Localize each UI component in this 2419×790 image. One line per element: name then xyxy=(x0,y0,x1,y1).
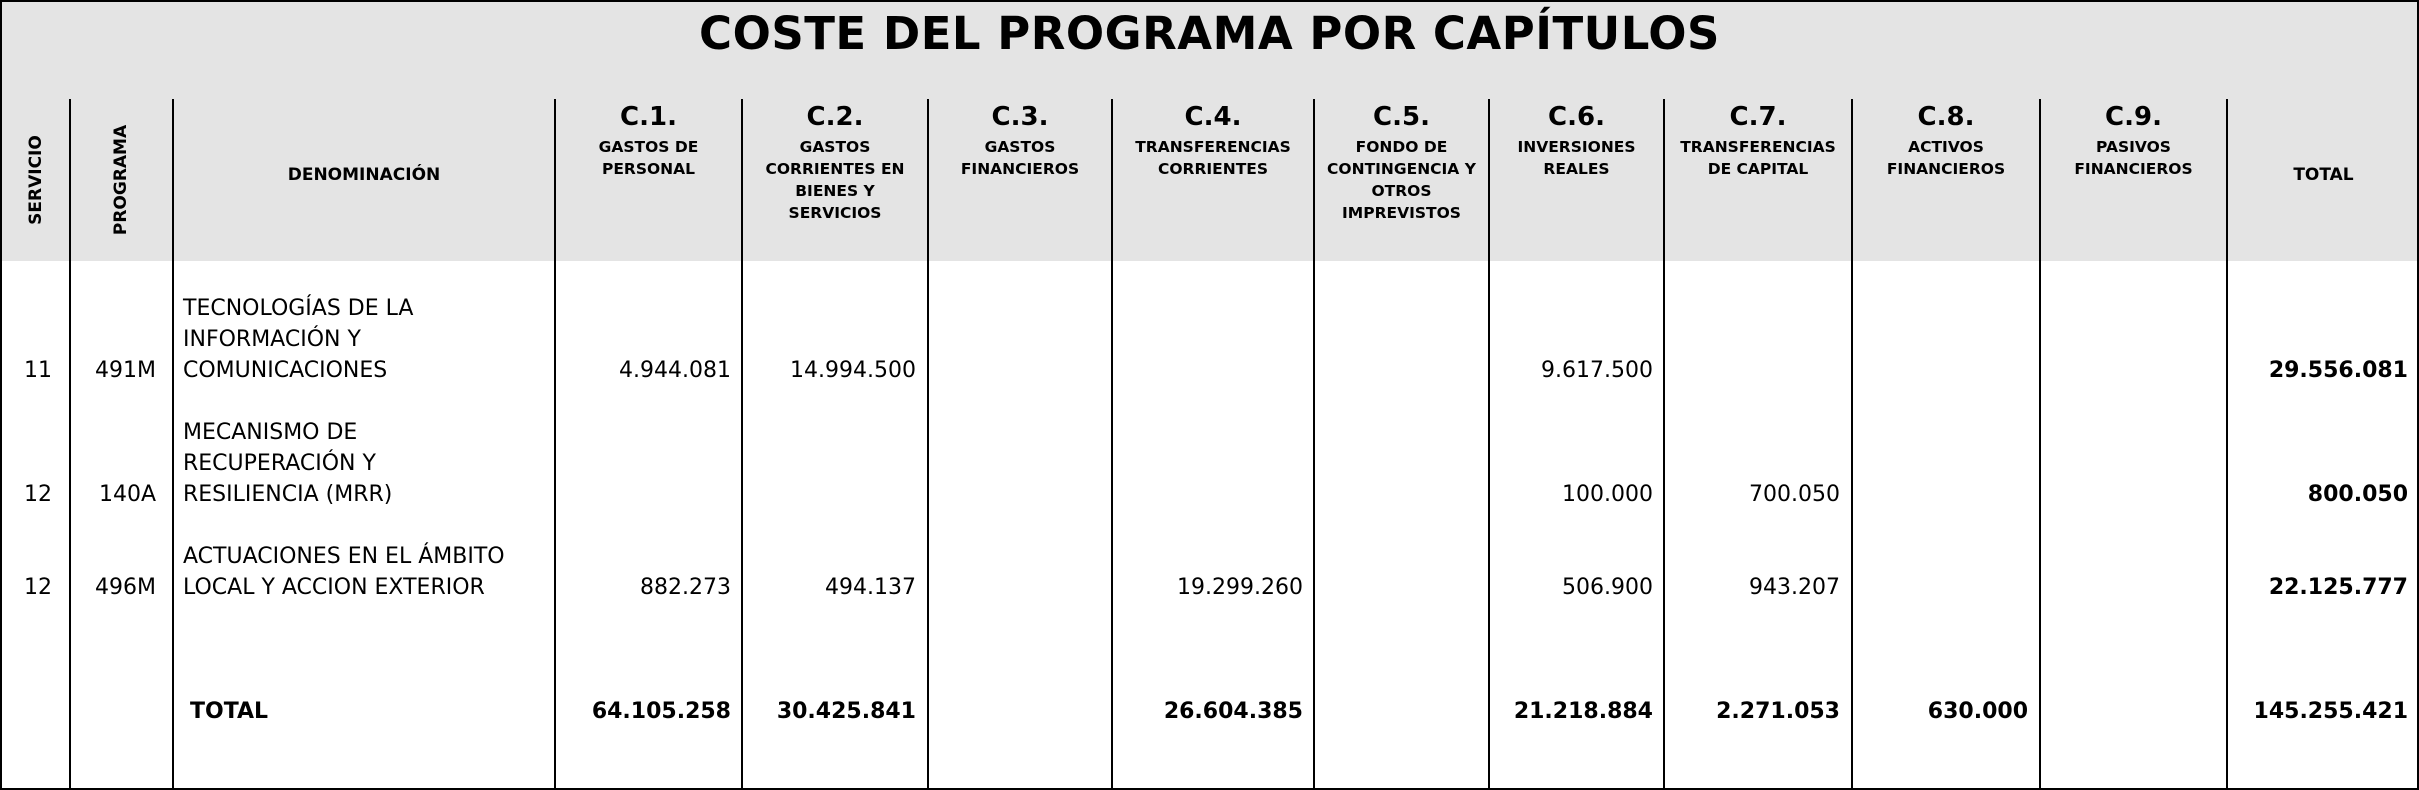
column-divider xyxy=(1663,99,1665,788)
c2-cell: 494.137 xyxy=(825,575,916,600)
header-c9: C.9. PASIVOS FINANCIEROS xyxy=(2074,102,2193,178)
column-divider xyxy=(1851,99,1853,788)
programa-cell: 140A xyxy=(98,482,156,507)
c7-cell: 943.207 xyxy=(1749,575,1840,600)
header-servicio: SERVICIO xyxy=(26,135,46,225)
column-divider xyxy=(172,99,174,788)
c2-total-cell: 30.425.841 xyxy=(776,699,916,724)
column-divider xyxy=(2226,99,2228,788)
c1-cell: 4.944.081 xyxy=(619,358,731,383)
programa-cell: 496M xyxy=(95,575,156,600)
c6-total-cell: 21.218.884 xyxy=(1513,699,1653,724)
header-c4: C.4. TRANSFERENCIAS CORRIENTES xyxy=(1135,102,1291,178)
totals-label: TOTAL xyxy=(190,699,269,724)
c4-cell: 19.299.260 xyxy=(1177,575,1303,600)
header-denominacion: DENOMINACIÓN xyxy=(287,165,441,185)
header-c7: C.7. TRANSFERENCIAS DE CAPITAL xyxy=(1680,102,1836,178)
header-c1: C.1. GASTOS DE PERSONAL xyxy=(598,102,699,178)
page-title: COSTE DEL PROGRAMA POR CAPÍTULOS xyxy=(699,7,1720,60)
programa-cell: 491M xyxy=(95,358,156,383)
c2-cell: 14.994.500 xyxy=(790,358,916,383)
header-c6: C.6. INVERSIONES REALES xyxy=(1517,102,1636,178)
column-divider xyxy=(927,99,929,788)
header-total: TOTAL xyxy=(2293,165,2354,185)
c8-total-cell: 630.000 xyxy=(1927,699,2028,724)
c6-cell: 506.900 xyxy=(1562,575,1653,600)
column-divider xyxy=(1111,99,1113,788)
denominacion-cell: MECANISMO DE RECUPERACIÓN Y RESILIENCIA (MRR) xyxy=(183,420,393,507)
denominacion-cell: ACTUACIONES EN EL ÁMBITO LOCAL Y ACCION EXTERIOR xyxy=(183,544,505,600)
header-c8: C.8. ACTIVOS FINANCIEROS xyxy=(1886,102,2006,178)
c7-total-cell: 2.271.053 xyxy=(1716,699,1840,724)
servicio-cell: 11 xyxy=(24,358,52,383)
row-total-cell: 22.125.777 xyxy=(2268,575,2408,600)
row-total-cell: 800.050 xyxy=(2307,482,2408,507)
column-divider xyxy=(69,99,71,788)
column-divider xyxy=(1488,99,1490,788)
row-total-cell: 29.556.081 xyxy=(2268,358,2408,383)
header-programa: PROGRAMA xyxy=(111,124,131,236)
header-c2: C.2. GASTOS CORRIENTES EN BIENES Y SERVICIOS xyxy=(765,102,905,222)
c7-cell: 700.050 xyxy=(1749,482,1840,507)
servicio-cell: 12 xyxy=(24,575,52,600)
column-divider xyxy=(2039,99,2041,788)
servicio-cell: 12 xyxy=(24,482,52,507)
column-divider xyxy=(554,99,556,788)
c1-total-cell: 64.105.258 xyxy=(591,699,731,724)
c4-total-cell: 26.604.385 xyxy=(1163,699,1303,724)
c6-cell: 100.000 xyxy=(1562,482,1653,507)
grand-total-cell: 145.255.421 xyxy=(2253,699,2408,724)
c1-cell: 882.273 xyxy=(640,575,731,600)
denominacion-cell: TECNOLOGÍAS DE LA INFORMACIÓN Y COMUNICACIONES xyxy=(183,296,414,383)
header-c3: C.3. GASTOS FINANCIEROS xyxy=(960,102,1080,178)
c6-cell: 9.617.500 xyxy=(1541,358,1653,383)
header-c5: C.5. FONDO DE CONTINGENCIA Y OTROS IMPREVISTOS xyxy=(1327,102,1476,222)
